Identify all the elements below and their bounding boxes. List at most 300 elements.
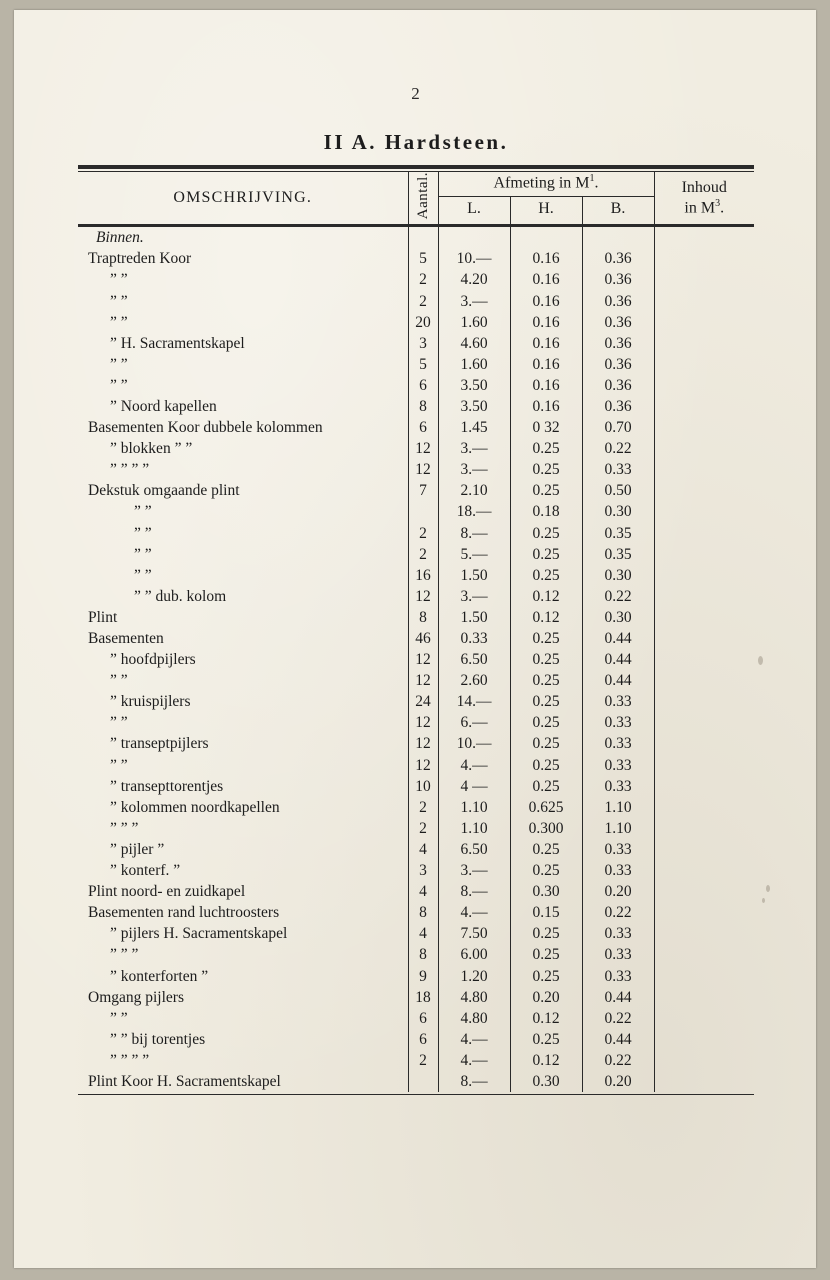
row-description: Basementen rand luchtroosters — [88, 904, 280, 922]
row-volume — [654, 944, 754, 965]
table-header — [78, 172, 754, 224]
row-height: 0.25 — [510, 923, 582, 944]
row-aantal: 20 — [408, 312, 438, 333]
row-length: 1.60 — [460, 355, 488, 373]
row-volume — [654, 1071, 754, 1092]
row-length: 8.— — [460, 524, 488, 542]
table-row — [78, 501, 754, 522]
row-aantal: 12 — [408, 438, 438, 459]
row-height: 0.25 — [510, 670, 582, 691]
row-length: 4.— — [460, 756, 488, 774]
row-height: 0.25 — [510, 839, 582, 860]
row-aantal: 12 — [408, 649, 438, 670]
row-height: 0.25 — [510, 459, 582, 480]
row-volume — [654, 459, 754, 480]
row-width: 0.30 — [582, 607, 654, 628]
afmeting-exponent: 1 — [589, 172, 595, 184]
row-aantal: 9 — [408, 966, 438, 987]
row-width: 0.33 — [582, 839, 654, 860]
table-row — [78, 480, 754, 501]
row-volume — [654, 902, 754, 923]
row-volume — [654, 776, 754, 797]
row-height: 0.25 — [510, 438, 582, 459]
row-height: 0.16 — [510, 396, 582, 417]
row-width: 0.36 — [582, 291, 654, 312]
row-width: 0.33 — [582, 944, 654, 965]
row-width: 0.44 — [582, 670, 654, 691]
row-length: 4.— — [460, 1030, 488, 1048]
row-width: 0.33 — [582, 776, 654, 797]
row-length: 3.— — [460, 292, 488, 310]
row-aantal: 2 — [408, 269, 438, 290]
row-length: 3.— — [460, 862, 488, 880]
row-aantal: 18 — [408, 987, 438, 1008]
table-row — [78, 312, 754, 333]
paper-speck — [762, 898, 765, 903]
row-aantal: 3 — [408, 333, 438, 354]
paper-speck — [758, 656, 763, 665]
row-length: 1.10 — [460, 798, 488, 816]
row-aantal: 4 — [408, 881, 438, 902]
row-description: ” transeptpijlers — [110, 735, 209, 753]
table-row — [78, 333, 754, 354]
row-description: ” pijler ” — [110, 840, 165, 858]
table-row — [78, 1029, 754, 1050]
row-description: Plint Koor H. Sacramentskapel — [88, 1072, 281, 1090]
title-rule-thick — [78, 165, 754, 169]
row-width: 0.33 — [582, 966, 654, 987]
row-height: 0.25 — [510, 966, 582, 987]
row-aantal: 12 — [408, 712, 438, 733]
row-volume — [654, 269, 754, 290]
row-aantal: 7 — [408, 480, 438, 501]
row-length: 1.60 — [460, 313, 488, 331]
row-height: 0.25 — [510, 733, 582, 754]
row-description: ” pijlers H. Sacramentskapel — [110, 925, 288, 943]
table-row — [78, 797, 754, 818]
row-height: 0.16 — [510, 333, 582, 354]
row-height: 0.25 — [510, 755, 582, 776]
row-description: ” ” bij torentjes — [110, 1030, 206, 1048]
row-length: 1.10 — [460, 819, 488, 837]
row-description: ” ” — [110, 1009, 128, 1027]
row-length: 8.— — [460, 883, 488, 901]
document-page — [14, 10, 816, 1268]
row-description: ” ” — [134, 524, 152, 542]
row-height: 0.30 — [510, 881, 582, 902]
row-height: 0.25 — [510, 944, 582, 965]
paper-speck — [766, 885, 770, 892]
row-aantal — [408, 501, 438, 522]
row-width: 0.22 — [582, 1050, 654, 1071]
row-width: 0.20 — [582, 1071, 654, 1092]
row-width: 0.44 — [582, 1029, 654, 1050]
table-row — [78, 586, 754, 607]
row-aantal: 5 — [408, 354, 438, 375]
row-width: 0.36 — [582, 333, 654, 354]
row-description: ” ” — [110, 313, 128, 331]
page-number: 2 — [411, 84, 421, 103]
row-description: ” ” ” ” — [110, 1051, 150, 1069]
table-row — [78, 944, 754, 965]
row-width: 0.33 — [582, 860, 654, 881]
row-height: 0.25 — [510, 480, 582, 501]
row-width: 0.30 — [582, 565, 654, 586]
row-volume — [654, 312, 754, 333]
row-volume — [654, 755, 754, 776]
row-height: 0.15 — [510, 902, 582, 923]
page-content — [78, 84, 754, 1095]
row-height: 0.625 — [510, 797, 582, 818]
row-height: 0.25 — [510, 628, 582, 649]
row-description: ” ” — [134, 545, 152, 563]
row-width: 0.36 — [582, 354, 654, 375]
row-length: 10.— — [456, 250, 492, 268]
row-description: ” ” — [110, 756, 128, 774]
row-length: 7.50 — [460, 925, 488, 943]
table-row — [78, 649, 754, 670]
row-description: Basementen Koor dubbele kolommen — [88, 419, 323, 437]
row-length: 0.33 — [460, 630, 488, 648]
row-aantal: 8 — [408, 396, 438, 417]
row-description: ” transepttorentjes — [110, 777, 224, 795]
row-volume — [654, 333, 754, 354]
header-omschrijving: OMSCHRIJVING. — [173, 189, 313, 207]
table-row — [78, 860, 754, 881]
row-length: 1.50 — [460, 566, 488, 584]
row-aantal: 4 — [408, 923, 438, 944]
row-length: 4 — — [460, 777, 488, 795]
row-height: 0.16 — [510, 248, 582, 269]
row-volume — [654, 607, 754, 628]
row-height: 0.25 — [510, 649, 582, 670]
table-body — [78, 227, 754, 1092]
row-width: 0.33 — [582, 712, 654, 733]
table-row — [78, 628, 754, 649]
row-volume — [654, 860, 754, 881]
row-width: 0.70 — [582, 417, 654, 438]
row-height: 0.12 — [510, 586, 582, 607]
row-width: 0.35 — [582, 523, 654, 544]
row-volume — [654, 1029, 754, 1050]
table-row — [78, 248, 754, 269]
row-width: 0.36 — [582, 269, 654, 290]
row-width: 0.33 — [582, 755, 654, 776]
header-inhoud-units: in $M^3$. — [684, 197, 725, 217]
row-length: 2.10 — [460, 482, 488, 500]
row-volume — [654, 1008, 754, 1029]
row-volume — [654, 375, 754, 396]
row-aantal: 8 — [408, 944, 438, 965]
header-h: H. — [510, 196, 582, 224]
row-volume — [654, 818, 754, 839]
row-description: ” ” ” — [110, 946, 139, 964]
row-description: ” ” — [110, 714, 128, 732]
row-height: 0.16 — [510, 375, 582, 396]
row-volume — [654, 628, 754, 649]
row-width: 0.22 — [582, 1008, 654, 1029]
table-row — [78, 1050, 754, 1071]
row-width: 0.30 — [582, 501, 654, 522]
row-aantal: 8 — [408, 607, 438, 628]
row-aantal: 2 — [408, 523, 438, 544]
row-height: 0.25 — [510, 565, 582, 586]
row-height: 0.12 — [510, 1050, 582, 1071]
row-width: 0.33 — [582, 691, 654, 712]
row-length: 6.50 — [460, 840, 488, 858]
row-description: Plint — [88, 608, 118, 626]
table-row — [78, 544, 754, 565]
row-height: 0.300 — [510, 818, 582, 839]
row-volume — [654, 544, 754, 565]
row-height: 0.16 — [510, 291, 582, 312]
table-row — [78, 923, 754, 944]
row-height: 0.25 — [510, 860, 582, 881]
table-row — [78, 459, 754, 480]
row-length: 2.60 — [460, 672, 488, 690]
table-row — [78, 712, 754, 733]
table-row — [78, 818, 754, 839]
row-aantal: 12 — [408, 670, 438, 691]
row-length: 4.80 — [460, 988, 488, 1006]
row-length: 3.— — [460, 587, 488, 605]
row-volume — [654, 797, 754, 818]
row-aantal: 12 — [408, 459, 438, 480]
row-length: 18.— — [456, 503, 492, 521]
row-height: 0.16 — [510, 269, 582, 290]
row-width: 0.22 — [582, 438, 654, 459]
row-description: ” ” — [134, 566, 152, 584]
row-aantal: 2 — [408, 797, 438, 818]
row-aantal: 4 — [408, 839, 438, 860]
row-aantal: 24 — [408, 691, 438, 712]
table-row — [78, 375, 754, 396]
row-width: 0.44 — [582, 628, 654, 649]
row-volume — [654, 712, 754, 733]
row-aantal: 2 — [408, 818, 438, 839]
row-description: ” ” — [110, 271, 128, 289]
row-width: 1.10 — [582, 818, 654, 839]
spacer-b — [582, 227, 654, 248]
row-description: ” ” — [110, 376, 128, 394]
row-volume — [654, 501, 754, 522]
row-length: 6.— — [460, 714, 488, 732]
row-volume — [654, 691, 754, 712]
table-row — [78, 607, 754, 628]
header-aantal: Aantal. — [408, 172, 438, 224]
row-aantal: 12 — [408, 733, 438, 754]
row-description: Plint noord- en zuidkapel — [88, 883, 246, 901]
row-description: ” Noord kapellen — [110, 397, 217, 415]
table-row — [78, 1071, 754, 1092]
row-aantal: 3 — [408, 860, 438, 881]
row-width: 0.20 — [582, 881, 654, 902]
row-aantal: 16 — [408, 565, 438, 586]
spacer-l — [438, 227, 510, 248]
row-height: 0.18 — [510, 501, 582, 522]
row-volume — [654, 1050, 754, 1071]
row-description: ” ” dub. kolom — [134, 587, 227, 605]
table-row — [78, 269, 754, 290]
row-aantal: 6 — [408, 375, 438, 396]
row-length: 4.— — [460, 1051, 488, 1069]
section-heading-row — [78, 227, 754, 248]
row-height: 0.16 — [510, 354, 582, 375]
row-description: ” ” — [134, 503, 152, 521]
row-volume — [654, 523, 754, 544]
row-height: 0.25 — [510, 776, 582, 797]
table-row — [78, 670, 754, 691]
row-width: 0.36 — [582, 396, 654, 417]
row-volume — [654, 438, 754, 459]
row-length: 4.— — [460, 904, 488, 922]
table-row — [78, 733, 754, 754]
row-length: 6.50 — [460, 651, 488, 669]
row-height: 0.12 — [510, 607, 582, 628]
row-height: 0.12 — [510, 1008, 582, 1029]
header-b: B. — [582, 196, 654, 224]
table-row — [78, 776, 754, 797]
section-label: Binnen. — [96, 229, 144, 247]
row-height: 0.20 — [510, 987, 582, 1008]
row-volume — [654, 248, 754, 269]
table-row — [78, 354, 754, 375]
table-row — [78, 966, 754, 987]
row-volume — [654, 987, 754, 1008]
row-description: ” ” ” ” — [110, 461, 150, 479]
header-l: L. — [467, 200, 481, 218]
row-volume — [654, 839, 754, 860]
row-volume — [654, 291, 754, 312]
row-volume — [654, 396, 754, 417]
row-height: 0.25 — [510, 691, 582, 712]
row-volume — [654, 881, 754, 902]
row-width: 0.36 — [582, 248, 654, 269]
row-height: 0.25 — [510, 523, 582, 544]
row-description: ” ” — [110, 355, 128, 373]
table-row — [78, 987, 754, 1008]
row-description: ” kruispijlers — [110, 693, 191, 711]
row-width: 0.44 — [582, 649, 654, 670]
row-description: ” kolommen noordkapellen — [110, 798, 280, 816]
row-volume — [654, 670, 754, 691]
row-volume — [654, 923, 754, 944]
row-length: 4.20 — [460, 271, 488, 289]
row-volume — [654, 649, 754, 670]
row-description: ” ” ” — [110, 819, 139, 837]
row-length: 14.— — [456, 693, 492, 711]
row-description: ” hoofdpijlers — [110, 651, 196, 669]
row-description: ” konterf. ” — [110, 862, 181, 880]
row-description: Basementen — [88, 630, 164, 648]
row-description: Traptreden Koor — [88, 250, 192, 268]
row-length: 3.50 — [460, 376, 488, 394]
table-row — [78, 839, 754, 860]
row-aantal: 46 — [408, 628, 438, 649]
table-row — [78, 417, 754, 438]
row-aantal: 12 — [408, 755, 438, 776]
row-length: 3.— — [460, 461, 488, 479]
row-aantal: 2 — [408, 291, 438, 312]
row-width: 0.36 — [582, 375, 654, 396]
row-length: 4.60 — [460, 334, 488, 352]
table-row — [78, 691, 754, 712]
row-width: 0.36 — [582, 312, 654, 333]
row-description: ” blokken ” ” — [110, 440, 193, 458]
header-afmeting: Afmeting in $M^1$. — [438, 172, 654, 196]
table-bottom-rule — [78, 1094, 754, 1095]
row-aantal: 10 — [408, 776, 438, 797]
row-length: 1.50 — [460, 608, 488, 626]
row-description: ” konterforten ” — [110, 967, 209, 985]
spacer-inhoud — [654, 227, 754, 248]
table-row — [78, 881, 754, 902]
row-length: 4.80 — [460, 1009, 488, 1027]
table-row — [78, 1008, 754, 1029]
hardsteen-table — [78, 172, 754, 224]
page-title: II A. Hardsteen. — [323, 130, 509, 154]
row-aantal — [408, 1071, 438, 1092]
row-width: 0.44 — [582, 987, 654, 1008]
header-inhoud: Inhoud in $M^3$. — [654, 172, 754, 224]
spacer-aantal — [408, 227, 438, 248]
row-aantal: 2 — [408, 544, 438, 565]
row-width: 0.35 — [582, 544, 654, 565]
row-volume — [654, 733, 754, 754]
row-aantal: 6 — [408, 417, 438, 438]
row-description: Dekstuk omgaande plint — [88, 482, 240, 500]
row-aantal: 2 — [408, 1050, 438, 1071]
row-length: 5.— — [460, 545, 488, 563]
row-height: 0.16 — [510, 312, 582, 333]
table-row — [78, 291, 754, 312]
row-aantal: 12 — [408, 586, 438, 607]
row-height: 0 32 — [510, 417, 582, 438]
row-aantal: 6 — [408, 1029, 438, 1050]
table-row — [78, 565, 754, 586]
row-height: 0.25 — [510, 544, 582, 565]
table-row — [78, 523, 754, 544]
row-description: Omgang pijlers — [88, 988, 184, 1006]
row-width: 1.10 — [582, 797, 654, 818]
table-row — [78, 396, 754, 417]
hardsteen-table-body — [78, 227, 754, 1092]
row-volume — [654, 354, 754, 375]
row-length: 1.20 — [460, 967, 488, 985]
row-height: 0.25 — [510, 1029, 582, 1050]
row-width: 0.33 — [582, 923, 654, 944]
row-length: 10.— — [456, 735, 492, 753]
table-row — [78, 438, 754, 459]
row-length: 3.50 — [460, 397, 488, 415]
row-volume — [654, 417, 754, 438]
row-length: 1.45 — [460, 419, 488, 437]
row-aantal: 6 — [408, 1008, 438, 1029]
row-description: ” ” — [110, 672, 128, 690]
row-width: 0.33 — [582, 459, 654, 480]
row-width: 0.33 — [582, 733, 654, 754]
table-row — [78, 755, 754, 776]
row-length: 3.— — [460, 440, 488, 458]
row-height: 0.30 — [510, 1071, 582, 1092]
row-volume — [654, 565, 754, 586]
row-description: ” H. Sacramentskapel — [110, 334, 245, 352]
row-aantal: 8 — [408, 902, 438, 923]
table-row — [78, 902, 754, 923]
row-height: 0.25 — [510, 712, 582, 733]
row-width: 0.50 — [582, 480, 654, 501]
spacer-h — [510, 227, 582, 248]
